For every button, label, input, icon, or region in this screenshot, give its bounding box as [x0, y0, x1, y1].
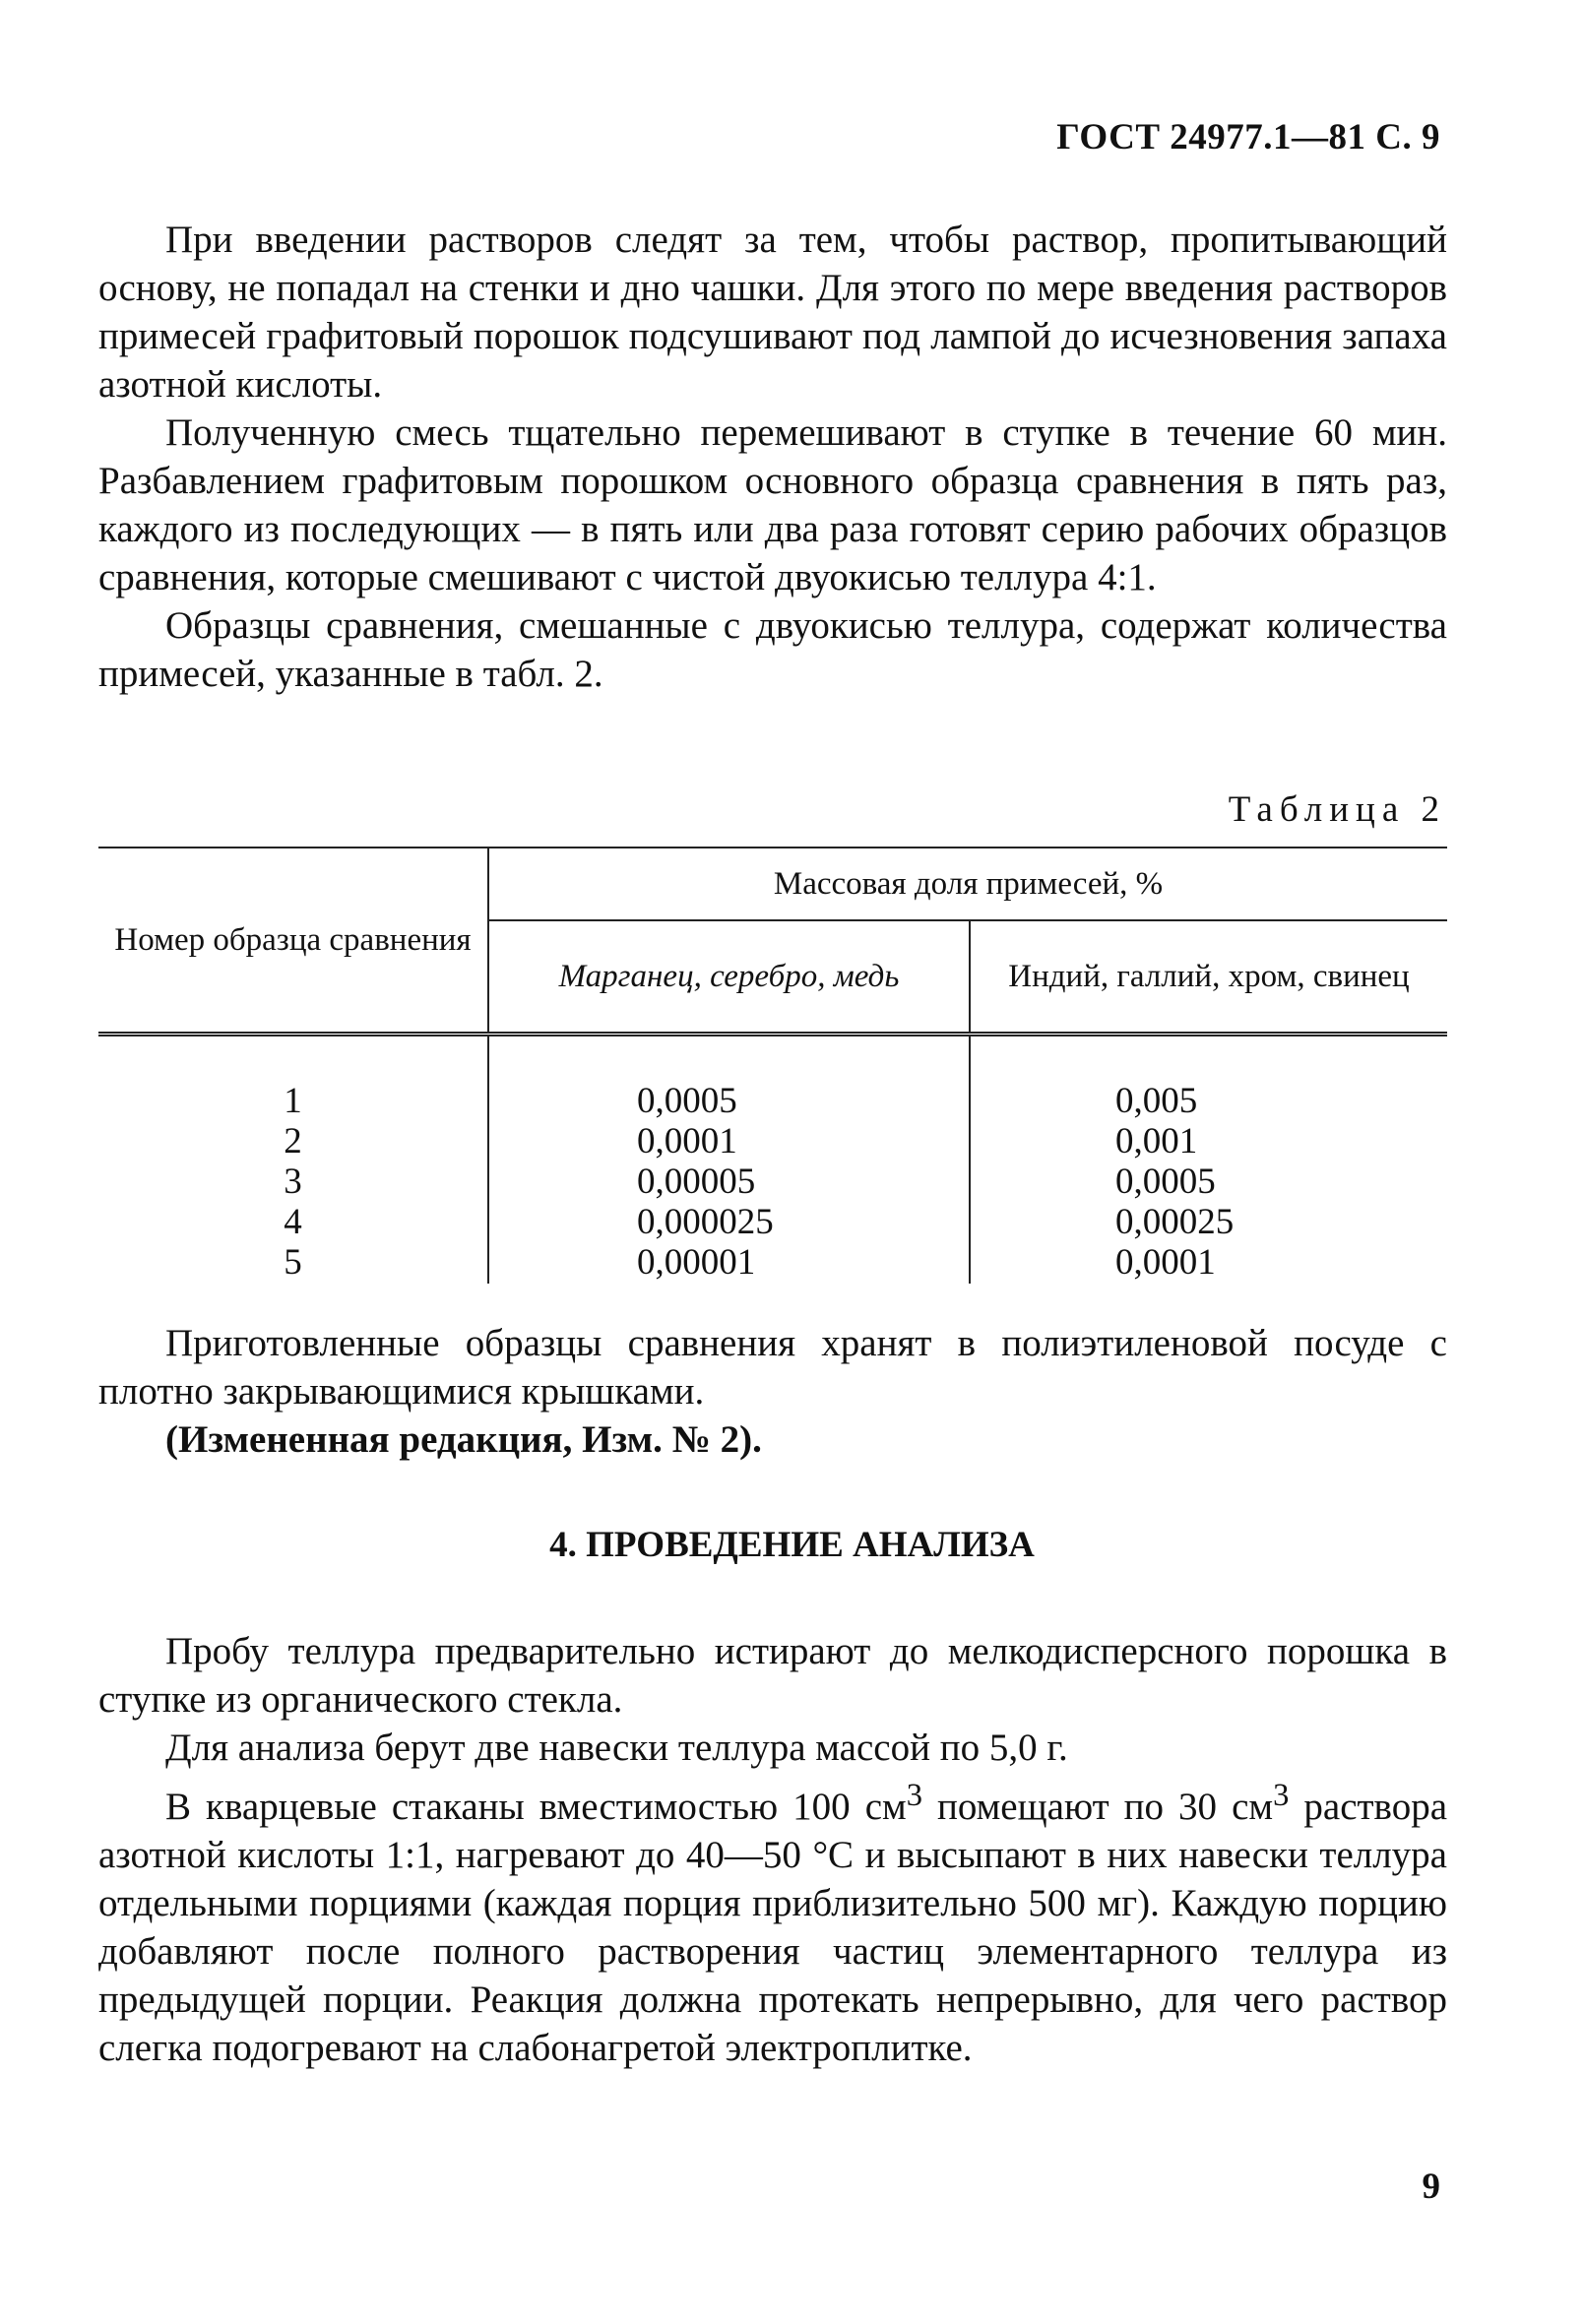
- dissolution-text-part: помещают по 30 см: [921, 1786, 1274, 1828]
- mn-ag-cu-value: 0,0001: [637, 1121, 737, 1162]
- table-row: [98, 1035, 1447, 1285]
- unit-exponent: 3: [1273, 1778, 1290, 1813]
- sample-number: 1: [284, 1081, 302, 1121]
- in-ga-cr-pb-value: 0,00025: [1115, 1202, 1235, 1242]
- paragraph-reference-samples: Образцы сравнения, смешанные с двуокисью теллура, содержат количества примесей, указанные в табл. 2.: [98, 604, 1447, 695]
- mn-ag-cu-value: 0,000025: [637, 1202, 774, 1242]
- sample-number: 3: [284, 1162, 302, 1202]
- in-ga-cr-pb-value: 0,0001: [1115, 1242, 1216, 1283]
- intro-text-block: [98, 216, 1447, 698]
- dissolution-text-part: В кварцевые стаканы вместимостью 100 см: [165, 1786, 907, 1828]
- mn-ag-cu-column: [488, 1035, 970, 1285]
- mn-ag-cu-value: 0,0005: [637, 1081, 737, 1121]
- page-number: 9: [1422, 2167, 1440, 2207]
- sample-number: 5: [284, 1242, 302, 1283]
- in-ga-cr-pb-value: 0,0005: [1115, 1162, 1216, 1202]
- impurity-table: [98, 847, 1447, 1284]
- paragraph-solutions: При введении растворов следят за тем, чтобы раствор, пропитывающий основу, не попадал на стенки и дно чашки. Для этого по мере введения растворов примесей графитовый порошок подсушивают под лампой до исчезновения запаха азотной кислоты.: [98, 219, 1447, 406]
- mn-ag-cu-value: 0,00005: [637, 1162, 756, 1202]
- sample-number-column: [98, 1035, 488, 1285]
- amendment-note: (Измененная редакция, Изм. № 2).: [165, 1418, 762, 1461]
- paragraph-grinding: Пробу теллура предварительно истирают до мелкодисперсного порошка в ступке из органического стекла.: [98, 1630, 1447, 1721]
- header-mn-ag-cu: Марганец, серебро, медь: [488, 920, 970, 1035]
- unit-exponent: 3: [906, 1778, 922, 1813]
- analysis-text-block: [98, 1627, 1447, 2072]
- in-ga-cr-pb-column: [970, 1035, 1447, 1285]
- section-heading: 4. ПРОВЕДЕНИЕ АНАЛИЗА: [549, 1525, 1035, 1565]
- sample-number: 2: [284, 1121, 302, 1162]
- mn-ag-cu-value: 0,00001: [637, 1242, 756, 1283]
- paragraph-dissolution: [98, 1772, 1447, 2072]
- in-ga-cr-pb-value: 0,005: [1115, 1081, 1198, 1121]
- in-ga-cr-pb-value: 0,001: [1115, 1121, 1198, 1162]
- page-header: ГОСТ 24977.1—81 С. 9: [1056, 117, 1440, 157]
- header-sample-number: Номер образца сравнения: [98, 848, 488, 1035]
- table-caption: Таблица 2: [1228, 789, 1446, 830]
- paragraph-sample-mass: Для анализа берут две навески теллура массой по 5,0 г.: [165, 1727, 1068, 1769]
- paragraph-mixing: Полученную смесь тщательно перемешивают в ступке в течение 60 мин. Разбавлением графитовым порошком основного образца сравнения в пять раз, каждого из последующих — в пять или два раза готовят серию рабочих образцов сравнения, которые смешивают с чистой двуокисью теллура 4:1.: [98, 411, 1447, 598]
- dissolution-text-part: раствора азотной кислоты 1:1, нагревают до 40—50 °С и высыпают в них навески теллура отдельными порциями (каждая порция приблизительно 500 мг). Каждую порцию добавляют после полного растворения частиц элементарного теллура из предыдущей порции. Реакция должна протекать непрерывно, для чего раствор слегка подогревают на слабонагретой электроплитке.: [98, 1786, 1448, 2069]
- header-in-ga-cr-pb: Индий, галлий, хром, свинец: [970, 920, 1447, 1035]
- paragraph-storage: Приготовленные образцы сравнения хранят в полиэтиленовой посуде с плотно закрывающимися крышками.: [98, 1322, 1447, 1413]
- header-mass-fraction: Массовая доля примесей, %: [488, 848, 1447, 920]
- sample-number: 4: [284, 1202, 302, 1242]
- storage-text-block: [98, 1319, 1447, 1464]
